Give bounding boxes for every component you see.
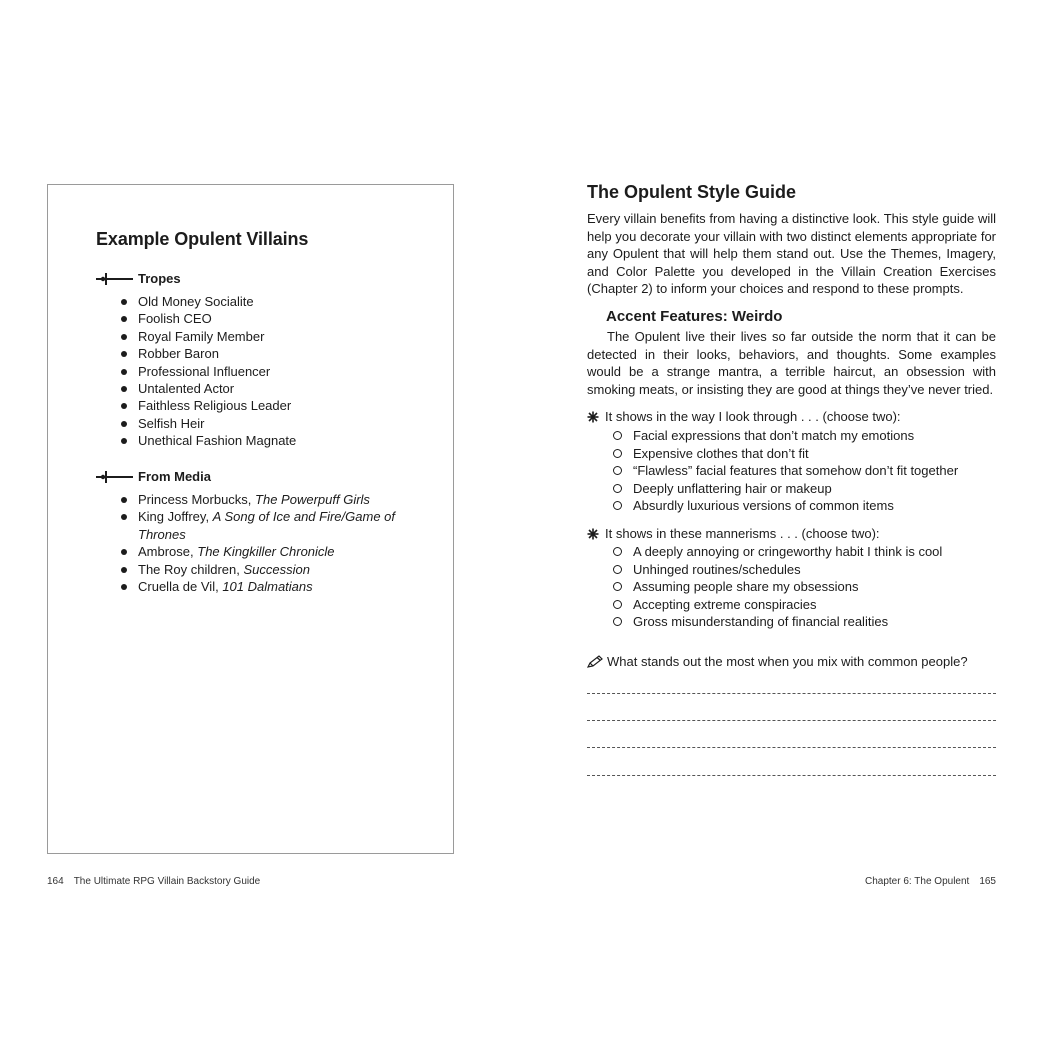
trope-item: Untalented Actor bbox=[118, 380, 418, 397]
prompt-look-text: It shows in the way I look through . . . (choose two): bbox=[605, 409, 901, 424]
media-character: King Joffrey, bbox=[138, 509, 213, 525]
media-character: Princess Morbucks, bbox=[138, 492, 256, 507]
media-item bbox=[118, 578, 408, 595]
circle-checkbox-icon[interactable] bbox=[613, 582, 622, 591]
choice-option[interactable] bbox=[613, 480, 958, 498]
media-source: The Kingkiller Chronicle bbox=[197, 544, 335, 560]
choice-label: A deeply annoying or cringeworthy habit I think is cool bbox=[633, 544, 943, 559]
answer-line[interactable] bbox=[587, 693, 996, 694]
star-icon bbox=[587, 411, 599, 423]
book-title: The Ultimate RPG Villain Backstory Guide bbox=[73, 876, 261, 887]
circle-checkbox-icon[interactable] bbox=[613, 484, 622, 493]
choice-label: Unhinged routines/schedules bbox=[633, 561, 801, 577]
accent-paragraph: The Opulent live their lives so far outside the norm that it can be detected in their looks, behaviors, and thoughts. Some examples would be a strange mantra, a terrible haircut, an obsession with smoking meats, or insisting they are good at things they’ve never tried. bbox=[587, 329, 996, 397]
circle-checkbox-icon[interactable] bbox=[613, 547, 622, 556]
page-number-left: 164 bbox=[47, 876, 64, 887]
choice-option[interactable] bbox=[613, 445, 958, 463]
choice-option[interactable] bbox=[613, 427, 958, 445]
pencil-icon bbox=[587, 655, 603, 668]
choice-option[interactable] bbox=[613, 561, 942, 579]
trope-item: Royal Family Member bbox=[118, 328, 418, 345]
media-heading bbox=[96, 469, 211, 484]
circle-checkbox-icon[interactable] bbox=[613, 466, 622, 475]
mannerism-options bbox=[613, 543, 942, 631]
prompt-look bbox=[587, 409, 901, 424]
answer-line[interactable] bbox=[587, 747, 996, 748]
circle-checkbox-icon[interactable] bbox=[613, 431, 622, 440]
right-page bbox=[522, 0, 1043, 1043]
choice-label: “Flawless” facial features that somehow don’t fit together bbox=[633, 463, 959, 478]
trope-item: Faithless Religious Leader bbox=[118, 397, 418, 414]
media-item bbox=[118, 561, 408, 578]
media-source: The Powerpuff Girls bbox=[255, 492, 370, 507]
page-number-right: 165 bbox=[979, 876, 996, 887]
page-title: The Opulent Style Guide bbox=[587, 182, 797, 202]
choice-option[interactable] bbox=[613, 596, 942, 614]
choice-label: Expensive clothes that don’t fit bbox=[633, 445, 809, 461]
sword-icon bbox=[96, 470, 134, 484]
prompt-mannerisms bbox=[587, 526, 880, 541]
choice-label: Deeply unflattering hair or makeup bbox=[633, 480, 832, 496]
media-item bbox=[118, 508, 408, 543]
choice-option[interactable] bbox=[613, 613, 942, 631]
circle-checkbox-icon[interactable] bbox=[613, 449, 622, 458]
choice-label: Gross misunderstanding of financial realities bbox=[633, 614, 889, 629]
example-villains-box bbox=[47, 184, 454, 854]
trope-item: Selfish Heir bbox=[118, 415, 418, 432]
media-source: A Song of Ice and Fire/Game of Thrones bbox=[138, 509, 396, 542]
media-character: Ambrose, bbox=[138, 544, 198, 560]
circle-checkbox-icon[interactable] bbox=[613, 565, 622, 574]
choice-label: Absurdly luxurious versions of common items bbox=[633, 498, 894, 513]
box-title: Example Opulent Villains bbox=[96, 229, 309, 249]
media-list bbox=[118, 491, 408, 595]
media-item bbox=[118, 491, 408, 508]
choice-option[interactable] bbox=[613, 497, 958, 515]
choice-option[interactable] bbox=[613, 578, 942, 596]
choice-option[interactable] bbox=[613, 462, 958, 480]
chapter-title: Chapter 6: The Opulent bbox=[864, 876, 970, 887]
left-page bbox=[0, 0, 521, 1043]
footer-right bbox=[865, 876, 996, 887]
circle-checkbox-icon[interactable] bbox=[613, 600, 622, 609]
trope-item: Unethical Fashion Magnate bbox=[118, 432, 418, 449]
sword-icon bbox=[96, 272, 134, 286]
footer-left bbox=[47, 876, 260, 887]
circle-checkbox-icon[interactable] bbox=[613, 617, 622, 626]
prompt-mannerisms-text: It shows in these mannerisms . . . (choose two): bbox=[605, 526, 880, 541]
media-heading-text: From Media bbox=[138, 469, 211, 484]
media-source: 101 Dalmatians bbox=[222, 579, 313, 595]
tropes-heading bbox=[96, 271, 181, 286]
choice-label: Accepting extreme conspiracies bbox=[633, 596, 817, 612]
accent-heading: Accent Features: Weirdo bbox=[606, 308, 783, 325]
choice-label: Facial expressions that don’t match my emotions bbox=[633, 428, 915, 443]
choice-option[interactable] bbox=[613, 543, 942, 561]
choice-label: Assuming people share my obsessions bbox=[633, 579, 859, 594]
tropes-list bbox=[118, 293, 418, 450]
trope-item: Professional Influencer bbox=[118, 363, 418, 380]
media-item bbox=[118, 543, 408, 560]
question-text: What stands out the most when you mix with common people? bbox=[607, 654, 968, 669]
look-options bbox=[613, 427, 958, 515]
media-source: Succession bbox=[243, 561, 310, 577]
answer-line[interactable] bbox=[587, 720, 996, 721]
trope-item: Foolish CEO bbox=[118, 310, 418, 327]
answer-line[interactable] bbox=[587, 775, 996, 776]
circle-checkbox-icon[interactable] bbox=[613, 501, 622, 510]
media-character: The Roy children, bbox=[138, 561, 244, 577]
tropes-heading-text: Tropes bbox=[138, 271, 181, 286]
trope-item: Old Money Socialite bbox=[118, 293, 418, 310]
intro-paragraph: Every villain benefits from having a distinctive look. This style guide will help you decorate your villain with two distinct elements appropriate for any Opulent that will help them stand out. Use the Themes, Imagery, and Color Palette you developed in the Villain Creation Exercises (Chapter 2) to inform your choices and respond to these prompts. bbox=[587, 211, 996, 296]
star-icon bbox=[587, 528, 599, 540]
trope-item: Robber Baron bbox=[118, 345, 418, 362]
media-character: Cruella de Vil, bbox=[138, 579, 223, 595]
question-prompt bbox=[587, 654, 968, 669]
